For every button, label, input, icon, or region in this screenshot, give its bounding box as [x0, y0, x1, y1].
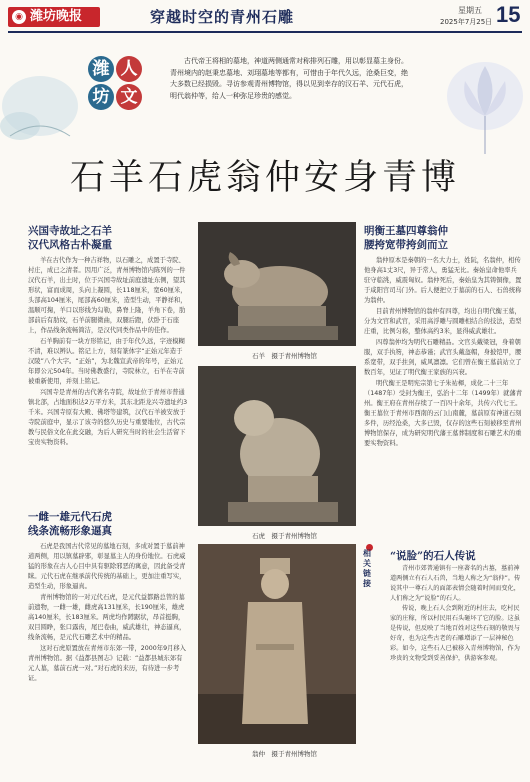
newspaper-logo — [8, 7, 100, 27]
photo-caption: 石羊 摄于青州博物馆 — [252, 352, 317, 360]
logo-badge-icon: ◉ — [12, 10, 26, 24]
article-paragraph: 翁仲原本是秦朝的一名大力士，姓阮，名翁仲，相传他身高1丈3尺，异于常人，勇猛无比。秦始皇命他率兵驻守临洮，威震匈奴。翁仲死后，秦始皇为其铸铜像，置于咸阳宫司马门外。后人便把立于墓前的石人、石兽统称为翁仲。 — [364, 257, 522, 304]
article-column — [364, 256, 522, 538]
column-badge — [86, 52, 144, 114]
issue-date: 2025年7月25日 — [440, 18, 493, 26]
article-paragraph: 羊在古代作为一种吉祥物，以石雕之，成置于寺院、村庄，成已之清者。因用广泛，青州博物馆内陈列的一件汉代石羊，出土时，位于兴国寺故址前庭遗址东侧，望其形状，富而成周，头向上凝圆，长118厘米，宽60厘米，头部高104厘米，尾部高60厘米，造型生动，平静祥和，温顺可掬，羊口以形线为勾勒，鼻脊上隆，羊角下卷，肋部前后有肋纹，石羊前腿微曲，双腿后蹬，伏卧于石座上，作品线条流畅简洁，是汉代同类作品中的佳作。 — [28, 257, 187, 334]
section-heading — [28, 510, 188, 538]
stone-sheep-photo — [198, 222, 356, 346]
stone-tiger-image — [198, 366, 356, 526]
related-paragraph: 传说，晚上石人会到附近的村庄去，吃村民家的庄稼，所以村民用石头砸坏了它的脸。这虽是传说，但反映了当地百姓对这些石刻的敬畏与好奇，也为这些古老的石雕增添了一层神秘色彩。如今，这些石人已被移入青州博物馆，作为珍贵的文物受到妥善保护，供游客参观。 — [390, 605, 520, 662]
article-paragraph: 青州博物馆的一对元代石虎，是元代益都路总管的墓前遗物，一雌一雄，雌虎高131厘米，长190厘米，雄虎高140厘米，长183厘米。两虎均作蹲踞状，昂首挺胸，双目圆睁，张口露齿，尾巴卷曲，威武雄壮，神态逼真，线条流畅，是元代石雕艺术中的精品。 — [28, 594, 186, 641]
column-char: 潍 — [88, 56, 114, 82]
article-paragraph: 四尊翁仲均为明代石雕精品。文官头戴梁冠，身着朝服，双手执笏，神态恭谨；武官头戴盔帽，身披铠甲，腰系宽带，双手拄剑，威风凛凛。它们曾在衡王墓前站立了数百年，见证了明代衡王家族的兴衰。 — [364, 339, 522, 376]
wengzhong-photo — [198, 544, 356, 744]
section-heading-line: 兴国寺故址之石羊 — [28, 225, 112, 237]
column-char: 文 — [116, 84, 142, 110]
article-paragraph: 明代衡王是明宪宗第七子朱祐楎，成化二十三年（1487年）受封为衡王，弘治十二年（1499年）就藩青州。衡王府在青州存续了一百四十余年，共传六代七王。衡王墓位于青州市西南的云门山南麓，墓前原有神道石刻多件，历经沧桑，大多已毁，仅存的这些石刻被移至青州博物馆保存，成为研究明代藩王墓葬制度和石雕艺术的重要实物资料。 — [364, 380, 522, 447]
article-column — [28, 542, 188, 774]
related-heading: “说脸”的石人传说 — [390, 550, 476, 562]
main-title: 石羊石虎翁仲安身青博 — [69, 158, 460, 198]
section-heading — [28, 224, 188, 252]
article-column — [28, 256, 188, 506]
intro-paragraph: 古代帝王将相的墓地，神道两侧通常对称排列石雕，用以彰显墓主身份。青州境内的赵秉忠墓地、刘珝墓地等都有，可惜由于年代久远，沧桑巨变，绝大多数已经损毁。寻访参观青州博物馆，得以见到幸存的汉石羊、元代石虎，明代翁仲等，给人一种弥足珍贵的感觉。 — [170, 57, 408, 100]
article-paragraph: 石羊胸前有一块方形铭记，由于年代久远，字迹模糊不清，难以辨认。铭记上方，刻有篆体字“正始元年造于汉陵”八个大字。“正始”，为北魏宣武帝的年号，正始元年即公元504年。当时佛教盛行，寺院林立，石羊在寺前被重新使用，并刻上铭记。 — [28, 338, 185, 385]
section-heading — [364, 224, 524, 252]
section-heading-line: 一雌一雄元代石虎 — [28, 511, 112, 523]
related-tag: 相关链接 — [363, 549, 371, 588]
lotus-flower-icon — [430, 36, 530, 156]
paper-name: 潍坊晚报 — [30, 9, 83, 24]
article-paragraph: 目前青州博物馆的翁仲有四尊，均出自明代衡王墓，分为文官和武官，采用高浮雕与圆雕相结合的技法，造型庄重，比例匀称，整体高约3米，显得威武雄壮。 — [364, 308, 522, 335]
header-rule — [8, 31, 522, 33]
stone-sheep-image — [198, 222, 356, 346]
wengzhong-image — [198, 544, 356, 744]
related-paragraph: 青州市郊普通镇有一座著名的古墓，墓前神道两侧立有石人石兽，当地人称之为“翁仲”。传说其中一尊石人的面部表情会随着时间而变化，人们称之为“说脸”的石人。 — [390, 565, 521, 602]
weekday: 星期五 — [458, 6, 482, 15]
column-char: 人 — [116, 56, 142, 82]
article-paragraph: 石虎是我国古代常见的墓地石刻，多成对置于墓前神道两侧，用以镇墓辟邪，彰显墓主人的身份地位。石虎威猛的形象在古人心目中具有驱除邪恶的寓意，因此备受青睐。元代石虎在继承前代传统的基础上，更加注重写实，造型生动，形象逼真。 — [28, 543, 186, 590]
page-number: 15 — [496, 2, 521, 27]
section-heading-line: 明衡王墓四尊翁仲 — [364, 225, 448, 237]
page-header — [0, 0, 530, 34]
article-paragraph: 兴国寺是青州的古代著名寺院，故址位于青州市普通镇北部，占地面积达2万平方米，其东北距龙兴寺遗址约3千米。兴国寺原有大殿、佛塔等建筑，汉代石羊被安放于寺院前庭中，显示了该寺的悠久历史与重要地位，古代宗教与民俗文化在此交融，为后人研究当时的社会生活留下宝贵实物资料。 — [28, 389, 188, 446]
column-char: 坊 — [88, 84, 114, 110]
section-heading-line: 腰挎宽带挎剑而立 — [364, 239, 448, 251]
related-body — [390, 564, 522, 774]
section-heading-line: 汉代风格古朴凝重 — [28, 239, 112, 251]
section-heading-line: 线条流畅形象逼真 — [28, 525, 112, 537]
page-header-title: 穿越时空的青州石雕 — [150, 8, 295, 26]
article-paragraph: 这对石虎原置放在青州市东郊一带，2000年9月移入青州博物馆。据《益都县图志》记载：“益都县城东郊有元人墓，墓前石虎一对。”对石虎的来历，有待进一步考证。 — [28, 645, 186, 682]
photo-caption: 翁仲 摄于青州博物馆 — [252, 750, 317, 758]
stone-tiger-photo — [198, 366, 356, 526]
photo-caption: 石虎 摄于青州博物馆 — [252, 532, 317, 540]
